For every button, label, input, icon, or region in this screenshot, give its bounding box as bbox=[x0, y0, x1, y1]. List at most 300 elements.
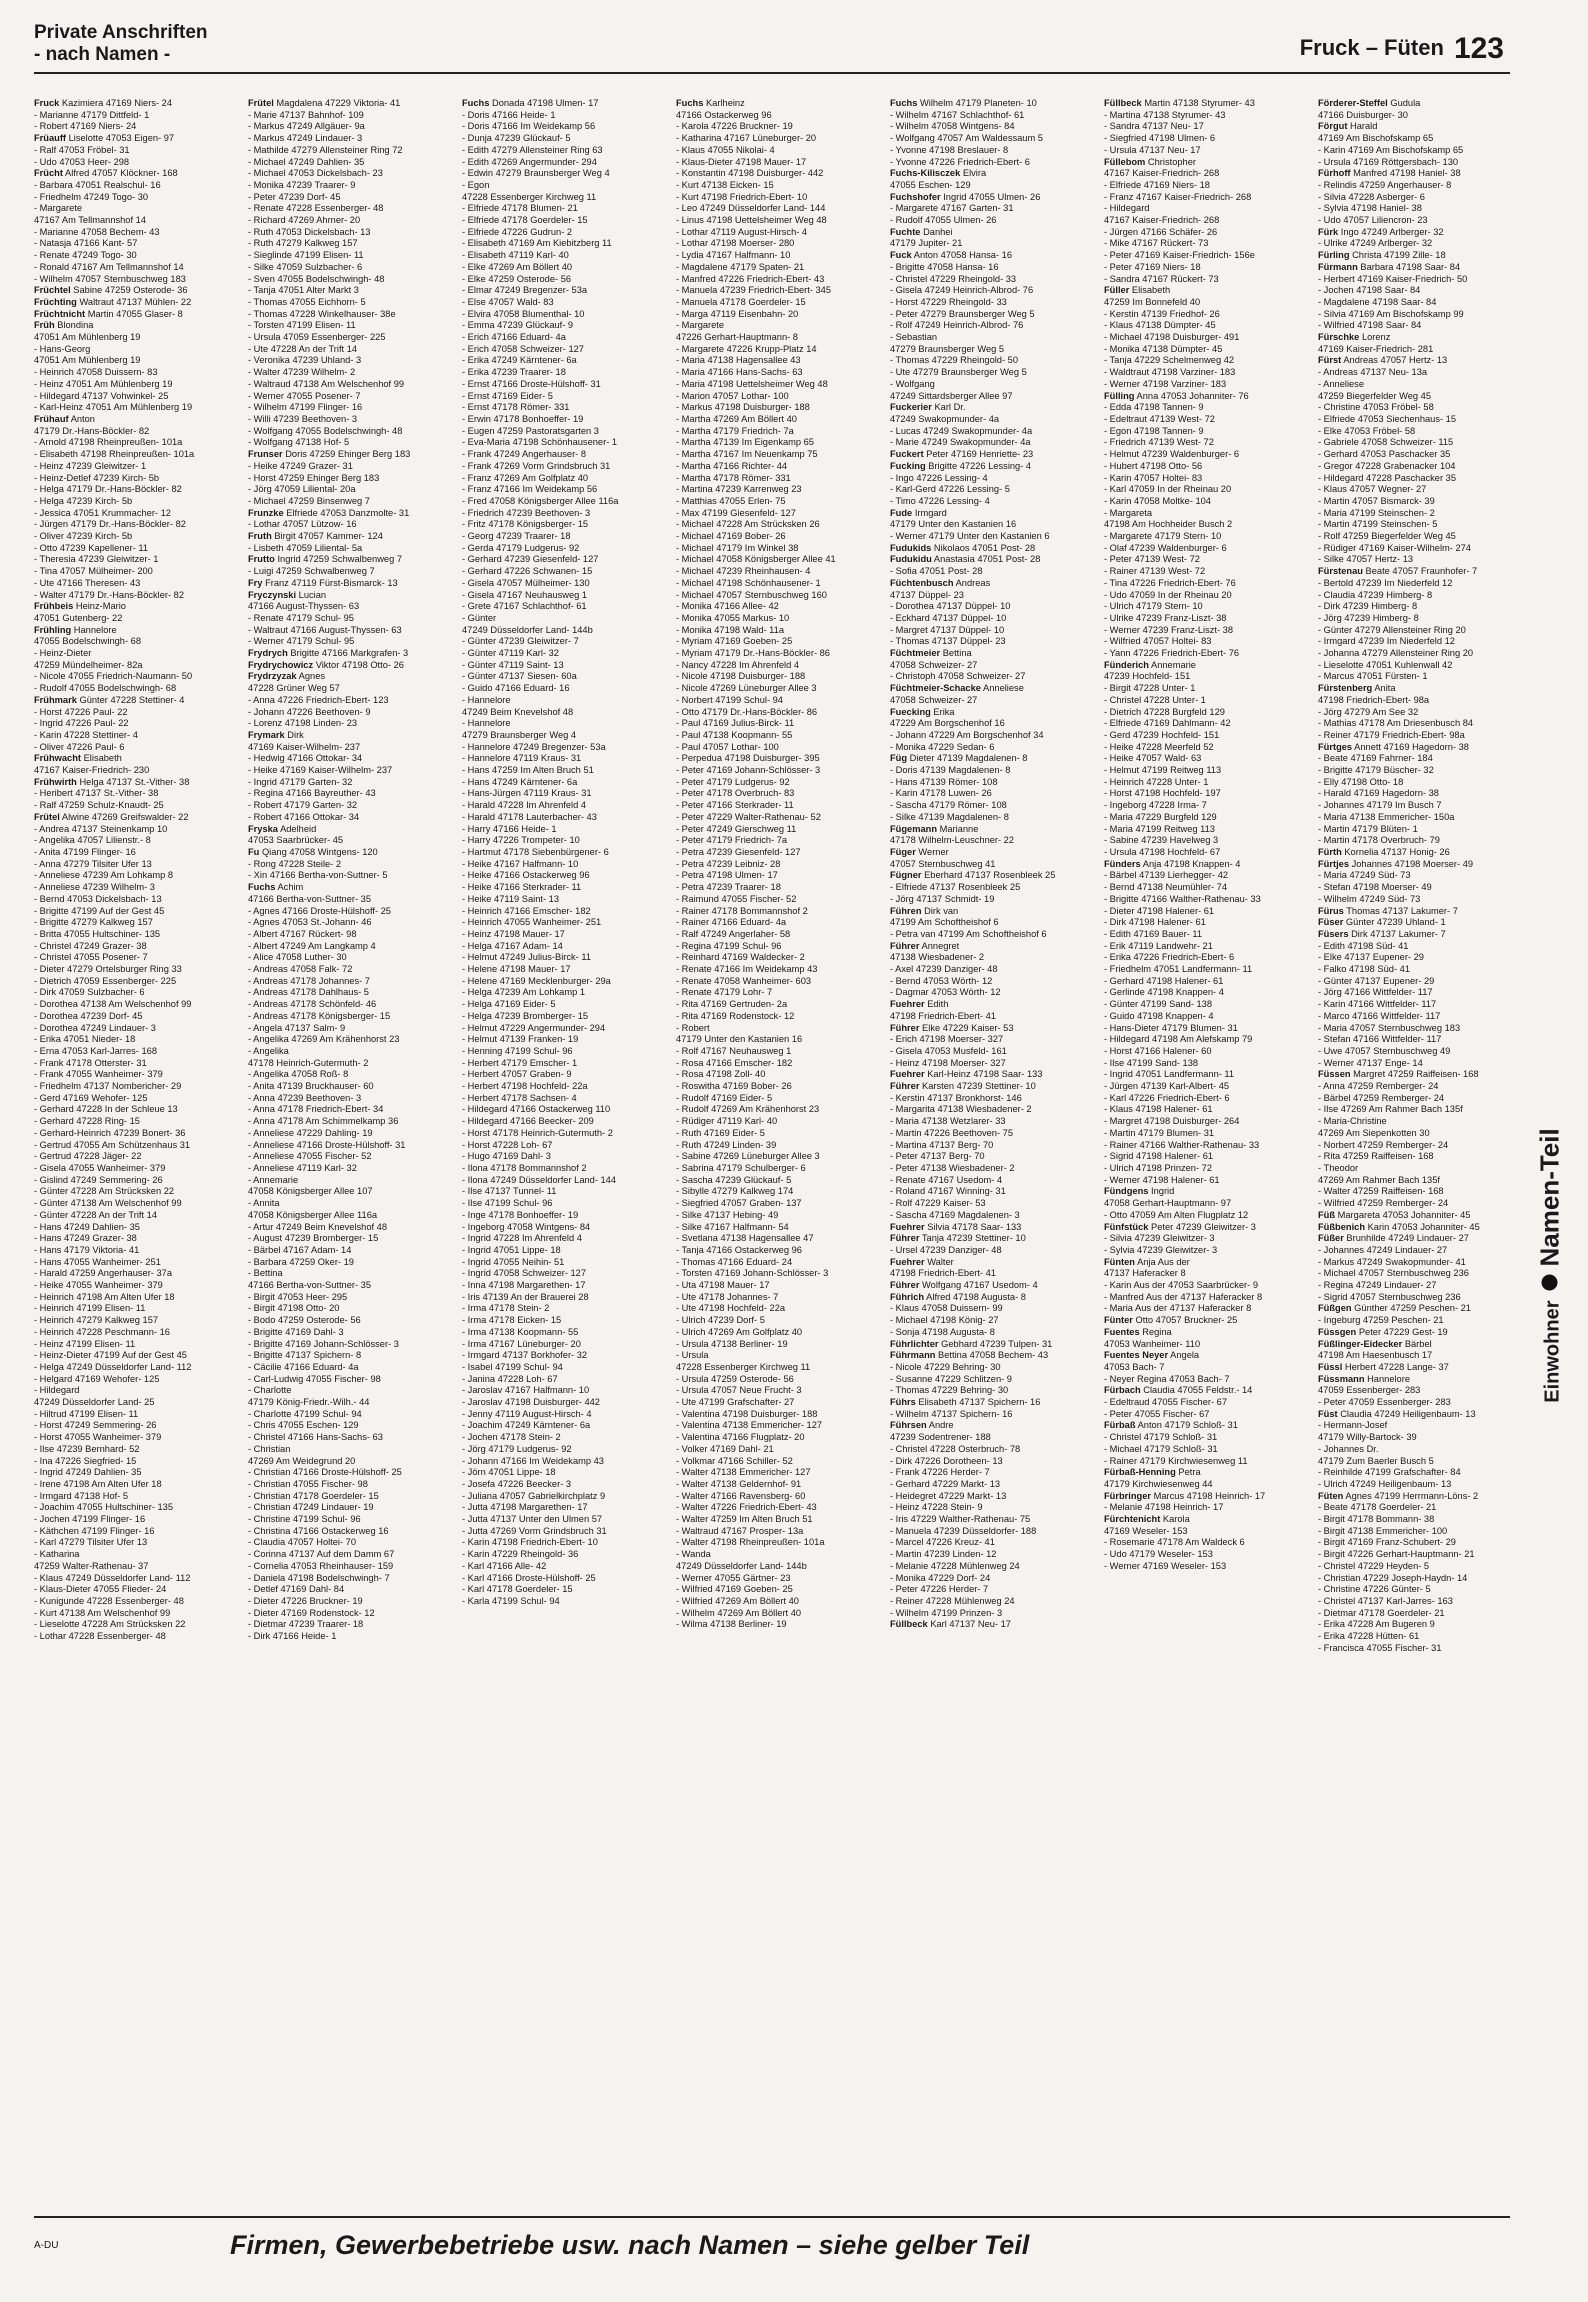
entry-details: - Lydia 47167 Halfmann- 10 bbox=[676, 250, 791, 261]
entry-details: - Kurt 47198 Friedrich-Ebert- 10 bbox=[676, 191, 808, 202]
entry-details: - Heike 47055 Wanheimer- 379 bbox=[34, 1280, 163, 1291]
entry-details: - Helga 47179 Dr.-Hans-Böckler- 82 bbox=[34, 484, 182, 495]
entry-details: - Hannelore 47249 Bregenzer- 53a bbox=[462, 741, 606, 752]
entry-details: - Karin 47057 Holtei- 83 bbox=[1104, 472, 1203, 483]
entry-details: - Rong 47228 Steile- 2 bbox=[248, 858, 342, 869]
entry-details: - Ursula 47259 Osterode- 56 bbox=[676, 1373, 794, 1384]
directory-entry bbox=[1104, 203, 1308, 215]
directory-entry bbox=[1104, 121, 1308, 133]
directory-entry bbox=[248, 1456, 452, 1468]
directory-entry bbox=[462, 952, 666, 964]
entry-details: Alfred 47057 Klöckner- 168 bbox=[65, 168, 178, 179]
entry-details: - Jochen 47178 Stein- 2 bbox=[462, 1432, 561, 1443]
directory-entry bbox=[462, 250, 666, 262]
directory-entry bbox=[1104, 1151, 1308, 1163]
entry-details: - Herbert 47057 Graben- 9 bbox=[462, 1069, 572, 1080]
entry-details: - Rainer 47166 Eduard- 4a bbox=[676, 917, 787, 928]
directory-entry bbox=[1318, 1549, 1510, 1561]
entry-details: Manfred 47198 Haniel- 38 bbox=[1353, 168, 1461, 179]
entry-details: - Dorothea 47249 Lindauer- 3 bbox=[34, 1022, 156, 1033]
entry-details: - Peter 47229 Walter-Rathenau- 52 bbox=[676, 811, 821, 822]
directory-entry bbox=[676, 660, 880, 672]
entry-details: - Heike 47119 Saint- 13 bbox=[462, 893, 559, 904]
entry-details: - Christine 47053 Fröbel- 58 bbox=[1318, 402, 1434, 413]
directory-entry bbox=[248, 1210, 452, 1222]
entry-details: - Lothar 47198 Moerser- 280 bbox=[676, 238, 795, 249]
entry-details: - Karin Aus der 47053 Saarbrücker- 9 bbox=[1104, 1280, 1258, 1291]
entry-details: - Claudia 47057 Holtei- 70 bbox=[248, 1537, 357, 1548]
directory-entry bbox=[248, 847, 452, 859]
entry-details: 47198 Friedrich-Ebert- 98a bbox=[1318, 694, 1430, 705]
directory-entry bbox=[462, 332, 666, 344]
entry-details: Anja 47198 Knappen- 4 bbox=[1142, 858, 1241, 869]
directory-entry bbox=[1104, 824, 1308, 836]
entry-details: - Irmgard 47138 Hof- 5 bbox=[34, 1490, 129, 1501]
entry-details: Elisabeth bbox=[83, 753, 122, 764]
directory-entry bbox=[676, 1420, 880, 1432]
entry-details: - Ursula 47137 Neu- 17 bbox=[1104, 144, 1201, 155]
entry-details: - Heinz 47228 Stein- 9 bbox=[890, 1502, 983, 1513]
entry-details: 47169 Weseler- 153 bbox=[1104, 1525, 1188, 1536]
directory-entry bbox=[462, 601, 666, 613]
entry-details: - Hildegard 47198 Am Alefskamp 79 bbox=[1104, 1034, 1253, 1045]
entry-details: - Dietmar 47178 Goerdeler- 21 bbox=[1318, 1607, 1445, 1618]
entry-details: - Birgit 47169 Franz-Schubert- 29 bbox=[1318, 1537, 1456, 1548]
directory-entry bbox=[248, 1444, 452, 1456]
entry-details: - Frank 47249 Angerhauser- 8 bbox=[462, 449, 587, 460]
surname: Füssmann bbox=[1318, 1373, 1365, 1384]
entry-details: 47198 Am Hochheider Busch 2 bbox=[1104, 519, 1233, 530]
entry-details: - Rolf 47249 Heinrich-Albrod- 76 bbox=[890, 320, 1024, 331]
entry-details: Liselotte 47053 Eigen- 97 bbox=[68, 133, 175, 144]
entry-details: - Markus 47249 Allgäuer- 9a bbox=[248, 121, 365, 132]
directory-entry bbox=[890, 906, 1094, 918]
directory-entry bbox=[1104, 391, 1308, 403]
directory-entry bbox=[462, 566, 666, 578]
entry-details: - Christian 47055 Fischer- 98 bbox=[248, 1478, 368, 1489]
directory-entry bbox=[248, 1268, 452, 1280]
entry-details: - Uta 47198 Mauer- 17 bbox=[676, 1280, 770, 1291]
entry-details: Kazimiera 47169 Niers- 24 bbox=[61, 98, 172, 108]
entry-details: - Gerhard-Heinrich 47239 Bonert- 36 bbox=[34, 1127, 186, 1138]
entry-details: - Christine 47226 Günter- 5 bbox=[1318, 1584, 1431, 1595]
directory-entry bbox=[890, 1584, 1094, 1596]
entry-details: - Michael 47179 Im Winkel 38 bbox=[676, 542, 799, 553]
entry-details: - Werner 47179 Unter den Kastanien 6 bbox=[890, 531, 1050, 542]
surname: Fuckerier bbox=[890, 402, 932, 413]
directory-entry bbox=[462, 1175, 666, 1187]
entry-details: Harald bbox=[1350, 121, 1378, 132]
entry-details: - Ulrike 47249 Arlberger- 32 bbox=[1318, 238, 1433, 249]
directory-entry bbox=[1104, 1128, 1308, 1140]
entry-details: - Manfred 47226 Friedrich-Ebert- 43 bbox=[676, 273, 825, 284]
entry-details: - Albert 47249 Am Langkamp 4 bbox=[248, 940, 376, 951]
entry-details: - Egon 47198 Tannen- 9 bbox=[1104, 425, 1204, 436]
directory-entry bbox=[34, 578, 238, 590]
entry-details: Karlheinz bbox=[705, 98, 745, 108]
directory-entry bbox=[676, 671, 880, 683]
directory-entry bbox=[890, 870, 1094, 882]
directory-entry bbox=[1104, 1327, 1308, 1339]
entry-details: - Heinz 47198 Mauer- 17 bbox=[462, 928, 565, 939]
entry-details: - Erika 47249 Kärntener- 6a bbox=[462, 355, 577, 366]
entry-details: - Theodor bbox=[1318, 1162, 1359, 1173]
surname: Fuchs bbox=[462, 98, 490, 108]
entry-details: Annemarie bbox=[1151, 659, 1196, 670]
entry-details: - Margarete bbox=[34, 203, 83, 214]
directory-entry bbox=[462, 1514, 666, 1526]
directory-entry bbox=[1104, 449, 1308, 461]
directory-entry bbox=[462, 987, 666, 999]
directory-entry bbox=[462, 262, 666, 274]
entry-details: - Tina 47057 Mülheimer- 200 bbox=[34, 566, 153, 577]
entry-details: - Albert 47167 Rückert- 98 bbox=[248, 928, 357, 939]
entry-details: - Karl 47166 Alle- 42 bbox=[462, 1560, 547, 1571]
directory-entry bbox=[248, 1385, 452, 1397]
entry-details: - Heinrich 47166 Emscher- 182 bbox=[462, 905, 591, 916]
directory-entry bbox=[1104, 285, 1308, 297]
entry-details: - Christel 47179 Schloß- 31 bbox=[1104, 1432, 1218, 1443]
surname: Füst bbox=[1318, 1408, 1338, 1419]
entry-details: - Ursel 47239 Danziger- 48 bbox=[890, 1244, 1002, 1255]
directory-column bbox=[1104, 98, 1308, 2198]
directory-entry bbox=[34, 554, 238, 566]
entry-details: - Norbert 47259 Remberger- 24 bbox=[1318, 1139, 1449, 1150]
directory-entry bbox=[462, 192, 666, 204]
entry-details: 47249 Sittardsberger Allee 97 bbox=[890, 390, 1013, 401]
entry-details: - Anneliese 47239 Am Lohkamp 8 bbox=[34, 870, 174, 881]
directory-entry bbox=[676, 683, 880, 695]
entry-details: - Martin 47199 Steinschen- 5 bbox=[1318, 519, 1438, 530]
entry-details: 47167 Kaiser-Friedrich- 230 bbox=[34, 765, 150, 776]
entry-details: - Artur 47249 Beim Knevelshof 48 bbox=[248, 1221, 388, 1232]
entry-details: - Egon bbox=[462, 179, 490, 190]
entry-details: Beate 47057 Fraunhofer- 7 bbox=[1365, 566, 1478, 577]
entry-details: - Norbert 47199 Schul- 94 bbox=[676, 694, 783, 705]
entry-details: - Wilhelm 47269 Am Böllert 40 bbox=[676, 1607, 802, 1618]
entry-details: - Anita 47139 Bruckhauser- 60 bbox=[248, 1081, 374, 1092]
directory-entry bbox=[1104, 1397, 1308, 1409]
directory-entry bbox=[1318, 987, 1510, 999]
entry-details: - Elisabeth 47198 Rheinpreußen- 101a bbox=[34, 449, 195, 460]
entry-details: - Martin 47226 Beethoven- 75 bbox=[890, 1127, 1014, 1138]
directory-entry bbox=[462, 543, 666, 555]
directory-entry bbox=[462, 1151, 666, 1163]
entry-details: - Johannes 47249 Lindauer- 27 bbox=[1318, 1244, 1448, 1255]
entry-details: - Erich 47058 Schweizer- 127 bbox=[462, 343, 584, 354]
entry-details: - Margret 47137 Düppel- 10 bbox=[890, 624, 1005, 635]
entry-details: - Martha 47139 Im Eigenkamp 65 bbox=[676, 437, 814, 448]
entry-details: Helga 47137 St.-Vither- 38 bbox=[79, 776, 190, 787]
entry-details: - Werner 47198 Halener- 61 bbox=[1104, 1174, 1220, 1185]
entry-details: 47179 König-Friedr.-Wilh.- 44 bbox=[248, 1397, 370, 1408]
directory-entry bbox=[1104, 753, 1308, 765]
directory-entry bbox=[1104, 1140, 1308, 1152]
entry-details: - Christina 47166 Ostackerweg 16 bbox=[248, 1525, 389, 1536]
directory-entry bbox=[890, 1467, 1094, 1479]
directory-entry bbox=[676, 1058, 880, 1070]
directory-entry bbox=[890, 1596, 1094, 1608]
surname: Führer bbox=[890, 1022, 920, 1033]
entry-details: - Volker 47169 Dahl- 21 bbox=[676, 1443, 774, 1454]
surname: Füller bbox=[1104, 285, 1130, 296]
directory-entry bbox=[248, 906, 452, 918]
entry-details: - Nancy 47228 Im Ahrenfeld 4 bbox=[676, 659, 799, 670]
directory-entry bbox=[890, 1315, 1094, 1327]
entry-details: - August 47239 Bromberger- 15 bbox=[248, 1233, 379, 1244]
directory-entry bbox=[1104, 1104, 1308, 1116]
entry-details: 47179 Unter den Kastanien 16 bbox=[890, 519, 1017, 530]
directory-entry bbox=[248, 613, 452, 625]
directory-entry bbox=[1318, 730, 1510, 742]
directory-entry bbox=[34, 742, 238, 754]
entry-details: - Hans 47139 Römer- 108 bbox=[890, 776, 998, 787]
entry-details: - Hans 47249 Grazer- 38 bbox=[34, 1233, 137, 1244]
directory-entry bbox=[248, 1491, 452, 1503]
surname: Frühmark bbox=[34, 694, 77, 705]
directory-entry bbox=[1318, 683, 1510, 695]
entry-details: - Ernst 47178 Römer- 331 bbox=[462, 402, 570, 413]
entry-details: - Horst 47259 Ehinger Berg 183 bbox=[248, 472, 380, 483]
directory-entry bbox=[248, 800, 452, 812]
entry-details: - Britta 47055 Hultschiner- 135 bbox=[34, 928, 161, 939]
directory-entry bbox=[1104, 1303, 1308, 1315]
entry-details: - Elke 47259 Osterode- 56 bbox=[462, 273, 572, 284]
directory-entry bbox=[34, 788, 238, 800]
directory-entry bbox=[1104, 1268, 1308, 1280]
directory-entry bbox=[1318, 976, 1510, 988]
directory-entry bbox=[1318, 1210, 1510, 1222]
entry-details: - Günter 47239 Gleiwitzer- 7 bbox=[462, 636, 579, 647]
directory-entry bbox=[1318, 402, 1510, 414]
directory-entry bbox=[462, 1549, 666, 1561]
entry-details: - Ute 47198 Hochfeld- 22a bbox=[676, 1303, 786, 1314]
directory-entry bbox=[248, 683, 452, 695]
directory-entry bbox=[1104, 1561, 1308, 1573]
entry-details: - Günter 47137 Siesen- 60a bbox=[462, 671, 577, 682]
entry-details: - Hannelore 47119 Kraus- 31 bbox=[462, 753, 582, 764]
directory-entry bbox=[462, 437, 666, 449]
surname: Füssl bbox=[1318, 1361, 1343, 1372]
entry-details: - Axel 47239 Danziger- 48 bbox=[890, 964, 998, 975]
directory-entry bbox=[248, 367, 452, 379]
entry-details: - Silke 47139 Magdalenen- 8 bbox=[890, 811, 1009, 822]
entry-details: - Torsten 47199 Elisen- 11 bbox=[248, 320, 356, 331]
directory-entry bbox=[890, 1210, 1094, 1222]
directory-entry bbox=[890, 402, 1094, 414]
entry-details: - Edeltraut 47139 West- 72 bbox=[1104, 413, 1215, 424]
entry-details: - Petra 47239 Leibniz- 28 bbox=[676, 858, 781, 869]
entry-details: - Peter 47139 West- 72 bbox=[1104, 554, 1200, 565]
surname: Fünfstück bbox=[1104, 1221, 1149, 1232]
entry-details: - Gerda 47179 Ludgerus- 92 bbox=[462, 542, 580, 553]
directory-entry bbox=[462, 625, 666, 637]
directory-entry bbox=[676, 1210, 880, 1222]
directory-entry bbox=[1104, 473, 1308, 485]
directory-entry bbox=[676, 707, 880, 719]
entry-details: - Gisela 47249 Heinrich-Albrod- 76 bbox=[890, 285, 1034, 296]
entry-details: - Edith 47269 Angermunder- 294 bbox=[462, 156, 597, 167]
directory-entry bbox=[676, 777, 880, 789]
entry-details: Anton 47058 Hansa- 16 bbox=[913, 250, 1012, 261]
entry-details: - Wilma 47138 Berliner- 19 bbox=[676, 1619, 787, 1630]
directory-entry bbox=[248, 238, 452, 250]
directory-entry bbox=[890, 473, 1094, 485]
entry-details: - Sven 47055 Bodelschwingh- 48 bbox=[248, 273, 385, 284]
entry-details: Sabine 47259 Osterode- 36 bbox=[73, 285, 188, 296]
directory-entry bbox=[1104, 1444, 1308, 1456]
entry-details: - Andreas 47178 Johannes- 7 bbox=[248, 975, 370, 986]
directory-entry bbox=[462, 1245, 666, 1257]
entry-details: - Hildegard bbox=[1104, 203, 1150, 214]
entry-details: - Joachim 47249 Kärntener- 6a bbox=[462, 1420, 591, 1431]
entry-details: Karin 47053 Johanniter- 45 bbox=[1367, 1221, 1480, 1232]
entry-details: - Erika 47051 Nieder- 18 bbox=[34, 1034, 136, 1045]
entry-details: - Stefan 47198 Moerser- 49 bbox=[1318, 882, 1432, 893]
entry-details: - Inna 47198 Margarethen- 17 bbox=[462, 1280, 586, 1291]
entry-details: - Ursula 47198 Hochfeld- 67 bbox=[1104, 847, 1221, 857]
entry-details: - Heinz-Detlef 47239 Kirch- 5b bbox=[34, 472, 160, 483]
directory-entry bbox=[1104, 788, 1308, 800]
directory-entry bbox=[1104, 1081, 1308, 1093]
directory-entry bbox=[890, 625, 1094, 637]
directory-entry bbox=[676, 414, 880, 426]
entry-details: - Erika 47228 Am Bugeren 9 bbox=[1318, 1619, 1435, 1630]
directory-entry bbox=[1318, 437, 1510, 449]
section-tab-small: Einwohner bbox=[1541, 1300, 1564, 1403]
entry-details: - Werner 47169 Weseler- 153 bbox=[1104, 1560, 1227, 1571]
surname: Füßer bbox=[1318, 1233, 1344, 1244]
directory-entry bbox=[248, 1549, 452, 1561]
directory-entry bbox=[1104, 1210, 1308, 1222]
entry-details: - Katharina 47167 Lüneburger- 20 bbox=[676, 133, 817, 144]
directory-entry bbox=[462, 683, 666, 695]
directory-entry bbox=[34, 1456, 238, 1468]
directory-entry bbox=[34, 1561, 238, 1573]
entry-details: - Helga 47167 Adam- 14 bbox=[462, 940, 563, 951]
entry-details: - Udo 47059 In der Rheinau 20 bbox=[1104, 589, 1232, 600]
entry-details: - Maria 47166 Hans-Sachs- 63 bbox=[676, 367, 803, 378]
surname: Fruth bbox=[248, 531, 272, 542]
entry-details: - Sascha 47179 Römer- 108 bbox=[890, 800, 1007, 811]
entry-details: - Peter 47169 Kaiser-Friedrich- 156e bbox=[1104, 250, 1255, 261]
directory-entry bbox=[1104, 309, 1308, 321]
directory-entry bbox=[890, 1257, 1094, 1269]
entry-details: Martin 47055 Glaser- 8 bbox=[87, 308, 183, 319]
entry-details: - Susanne 47229 Schlitzen- 9 bbox=[890, 1373, 1012, 1384]
entry-details: - Rudolf 47169 Eider- 5 bbox=[676, 1092, 773, 1103]
entry-details: - Elfriede 47178 Blumen- 21 bbox=[462, 203, 578, 214]
entry-details: Agnes bbox=[298, 671, 326, 682]
directory-entry bbox=[34, 894, 238, 906]
entry-details: - Karl 47166 Droste-Hülshoff- 25 bbox=[462, 1572, 596, 1583]
entry-details: - Ilona 47178 Bommannshof 2 bbox=[462, 1162, 587, 1173]
directory-entry bbox=[890, 1537, 1094, 1549]
entry-details: - Christel 47228 Unter- 1 bbox=[1104, 694, 1206, 705]
entry-details: - Silvia 47169 Am Bischofskamp 99 bbox=[1318, 308, 1464, 319]
directory-entry bbox=[1104, 1385, 1308, 1397]
directory-entry bbox=[890, 753, 1094, 765]
directory-entry bbox=[248, 1128, 452, 1140]
directory-entry bbox=[248, 788, 452, 800]
entry-details: Andre bbox=[928, 1420, 954, 1431]
entry-details: - Ilse 47137 Tunnel- 11 bbox=[462, 1186, 557, 1197]
entry-details: - Margarete 47226 Krupp-Platz 14 bbox=[676, 343, 817, 354]
directory-entry bbox=[1318, 788, 1510, 800]
directory-entry bbox=[462, 742, 666, 754]
directory-entry bbox=[1318, 964, 1510, 976]
directory-entry bbox=[1318, 133, 1510, 145]
entry-details: - Heike 47166 Sterkrader- 11 bbox=[462, 882, 582, 893]
directory-entry bbox=[462, 812, 666, 824]
entry-details: - Hans-Georg bbox=[34, 343, 91, 354]
entry-details: - Peter 47239 Dorf- 45 bbox=[248, 191, 341, 202]
entry-details: - Annita bbox=[248, 1198, 280, 1209]
entry-details: - Inge 47178 Bonhoeffer- 19 bbox=[462, 1209, 579, 1220]
entry-details: - Christian 47166 Droste-Hülshoff- 25 bbox=[248, 1467, 402, 1478]
directory-entry bbox=[890, 1549, 1094, 1561]
entry-details: Günther 47259 Peschen- 21 bbox=[1354, 1303, 1471, 1314]
directory-entry bbox=[1104, 426, 1308, 438]
directory-entry bbox=[1104, 718, 1308, 730]
entry-details: - Silke 47167 Halfmann- 54 bbox=[676, 1221, 789, 1232]
directory-entry bbox=[1318, 250, 1510, 262]
directory-entry bbox=[890, 812, 1094, 824]
directory-entry bbox=[676, 800, 880, 812]
directory-entry bbox=[676, 1514, 880, 1526]
directory-entry bbox=[34, 402, 238, 414]
entry-details: - Christine 47199 Schul- 96 bbox=[248, 1514, 361, 1525]
entry-details: - Heinrich 47199 Elisen- 11 bbox=[34, 1303, 146, 1314]
directory-entry bbox=[1318, 1631, 1510, 1643]
directory-entry bbox=[1318, 1397, 1510, 1409]
entry-details: - Ilse 47199 Sand- 138 bbox=[1104, 1057, 1199, 1068]
directory-entry bbox=[248, 121, 452, 133]
directory-entry bbox=[248, 742, 452, 754]
directory-entry bbox=[462, 847, 666, 859]
surname: Frydrzyzak bbox=[248, 671, 297, 682]
entry-details: Elke 47229 Kaiser- 53 bbox=[922, 1022, 1014, 1033]
directory-entry bbox=[676, 648, 880, 660]
directory-entry bbox=[1318, 1619, 1510, 1631]
entry-details: - Dieter 47226 Bruckner- 19 bbox=[248, 1596, 363, 1606]
directory-entry bbox=[248, 1315, 452, 1327]
entry-details: - Anneliese 47055 Fischer- 52 bbox=[248, 1151, 372, 1162]
entry-details: - Gertrud 47228 Jäger- 22 bbox=[34, 1151, 142, 1162]
directory-entry bbox=[248, 777, 452, 789]
entry-details: - Dagmar 47053 Wörth- 12 bbox=[890, 987, 1001, 998]
entry-details: - Svetlana 47138 Hagensallee 47 bbox=[676, 1233, 814, 1244]
directory-entry bbox=[248, 718, 452, 730]
entry-details: - Johannes Dr. bbox=[1318, 1443, 1379, 1454]
directory-entry bbox=[1104, 531, 1308, 543]
entry-details: - Tanja 47051 Alter Markt 3 bbox=[248, 285, 359, 296]
directory-entry bbox=[1104, 1514, 1308, 1526]
directory-entry bbox=[890, 1339, 1094, 1351]
directory-entry bbox=[462, 1280, 666, 1292]
entry-details: - Claudia 47239 Himberg- 8 bbox=[1318, 589, 1433, 600]
directory-entry bbox=[676, 133, 880, 145]
directory-entry bbox=[462, 1140, 666, 1152]
directory-entry bbox=[676, 1479, 880, 1491]
entry-details: - Peter 47169 Niers- 18 bbox=[1104, 261, 1201, 272]
entry-details: - Renate 47166 Im Weidekamp 43 bbox=[676, 964, 818, 975]
directory-entry bbox=[248, 1514, 452, 1526]
directory-entry bbox=[1318, 824, 1510, 836]
directory-entry bbox=[676, 227, 880, 239]
entry-details: - Helga 47239 Am Lohkamp 1 bbox=[462, 987, 586, 998]
entry-details: - Silvia 47239 Gleiwitzer- 3 bbox=[1104, 1233, 1215, 1244]
